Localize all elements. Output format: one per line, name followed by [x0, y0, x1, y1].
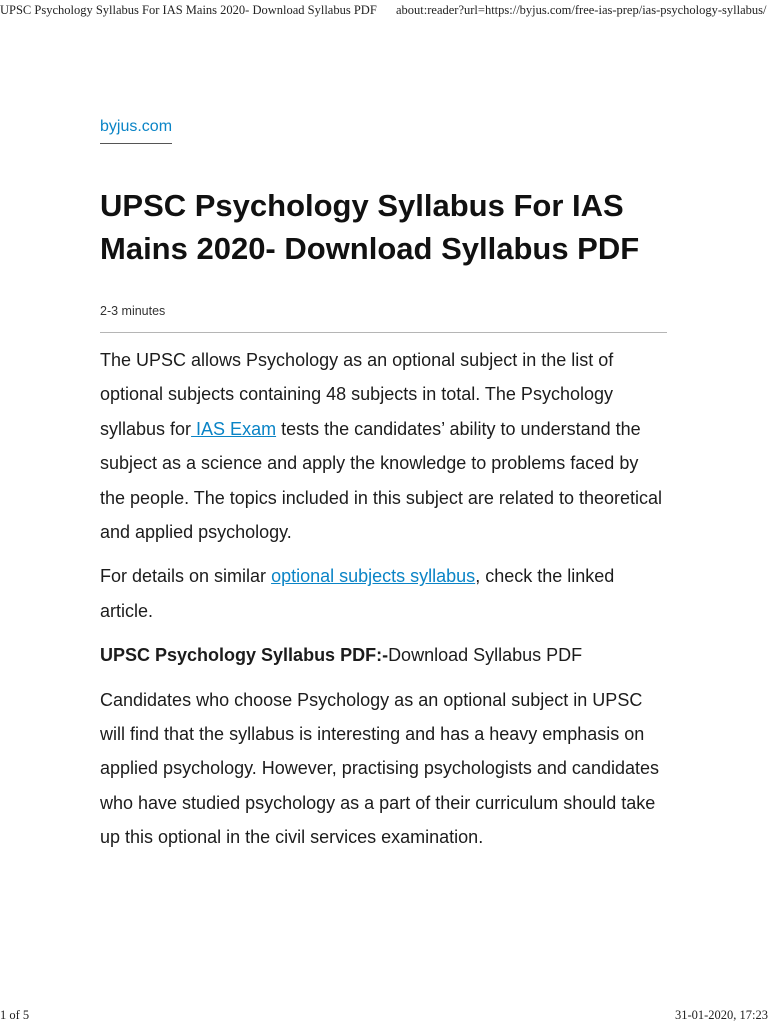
- paragraph-pdf: [100, 638, 667, 672]
- article-title: UPSC Psychology Syllabus For IAS Mains 2020- Download Syllabus PDF: [100, 188, 640, 266]
- print-footer: [0, 1006, 768, 1024]
- header-divider: [100, 332, 667, 333]
- reading-time: 2-3 minutes: [100, 304, 166, 318]
- paragraph-intro-text-1: The UPSC allows Psychology as an optional subject in the list of optional subjects containing 48 subjects in total. The Psychology syllabus for: [100, 350, 614, 439]
- paragraph-details: [100, 559, 667, 628]
- page-number: 1 of 5: [0, 1008, 30, 1022]
- paragraph-details-text-2: , check the linked article.: [100, 566, 615, 621]
- paragraph-details-text-1: For details on similar: [100, 566, 272, 587]
- optional-subjects-syllabus-link[interactable]: optional subjects syllabus: [271, 566, 476, 587]
- print-header-title: UPSC Psychology Syllabus For IAS Mains 2020- Download Syllabus PDF: [0, 3, 377, 17]
- pdf-heading-bold: UPSC Psychology Syllabus PDF:-: [100, 645, 389, 666]
- reader-article: [100, 118, 667, 855]
- ias-exam-link[interactable]: IAS Exam: [191, 418, 277, 439]
- print-header-url: about:reader?url=https://byjus.com/free-ias-prep/ias-psychology-syllabus/: [396, 3, 767, 17]
- print-header: [0, 0, 768, 20]
- paragraph-intro: [100, 343, 667, 549]
- print-datetime: 31-01-2020, 17:23: [674, 1008, 768, 1022]
- pdf-heading-rest: Download Syllabus PDF: [388, 645, 583, 666]
- source-domain-link[interactable]: byjus.com: [100, 118, 172, 144]
- paragraph-candidates: Candidates who choose Psychology as an optional subject in UPSC will find that the syllabus is interesting and has a heavy emphasis on applied psychology. However, practising psychologists and candidates who have studied psychology as a part of their curriculum should take up this optional in the civil services examination.: [100, 689, 659, 848]
- paragraph-intro-text-2: tests the candidates’ ability to understand the subject as a science and apply the knowledge to problems faced by the people. The topics included in this subject are related to theoretical and applied psychology.: [100, 418, 663, 543]
